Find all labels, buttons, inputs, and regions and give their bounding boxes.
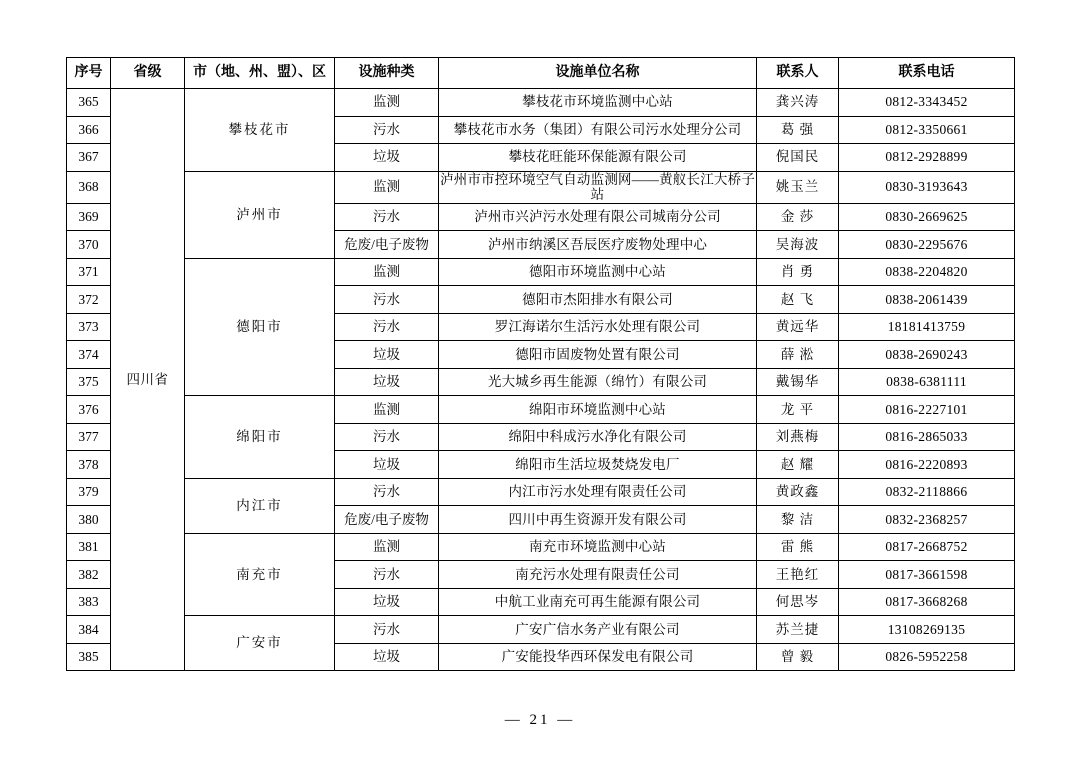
- column-header-seq: 序号: [67, 58, 111, 89]
- table-body: [67, 89, 1015, 671]
- table-row: [67, 616, 1015, 644]
- cell-contact: 刘燕梅: [757, 423, 839, 451]
- table-row: [67, 396, 1015, 424]
- cell-seq: 374: [67, 341, 111, 369]
- cell-city: 绵阳市: [185, 396, 335, 479]
- cell-city: 攀枝花市: [185, 89, 335, 172]
- cell-seq: 370: [67, 231, 111, 259]
- cell-seq: 365: [67, 89, 111, 117]
- cell-facility-type: 污水: [335, 616, 439, 644]
- cell-facility-type: 危废/电子废物: [335, 506, 439, 534]
- cell-seq: 380: [67, 506, 111, 534]
- cell-facility-name: 绵阳市环境监测中心站: [439, 396, 757, 424]
- cell-phone: 0812-3343452: [839, 89, 1015, 117]
- cell-contact: 薛 淞: [757, 341, 839, 369]
- cell-facility-name: 泸州市市控环境空气自动监测网——黄舣长江大桥子站: [439, 171, 756, 203]
- cell-facility-type: 污水: [335, 203, 439, 231]
- cell-seq: 372: [67, 286, 111, 314]
- cell-contact: 金 莎: [757, 203, 839, 231]
- column-header-province: 省级: [111, 58, 185, 89]
- cell-phone: 0816-2220893: [839, 451, 1015, 479]
- cell-facility-name: 四川中再生资源开发有限公司: [439, 506, 757, 534]
- cell-phone: 0838-2061439: [839, 286, 1015, 314]
- cell-facility-type: 垃圾: [335, 451, 439, 479]
- cell-seq: 383: [67, 588, 111, 616]
- column-header-contact: 联系人: [757, 58, 839, 89]
- column-header-city: 市（地、州、盟）、区: [185, 58, 335, 89]
- cell-facility-type: 污水: [335, 313, 439, 341]
- cell-seq: 375: [67, 368, 111, 396]
- cell-facility-name: 罗江海诺尔生活污水处理有限公司: [439, 313, 757, 341]
- cell-city: 德阳市: [185, 258, 335, 396]
- cell-facility-type: 污水: [335, 561, 439, 589]
- cell-seq: 381: [67, 533, 111, 561]
- cell-contact: 王艳红: [757, 561, 839, 589]
- cell-facility-name: 内江市污水处理有限责任公司: [439, 478, 757, 506]
- cell-contact: 黄政鑫: [757, 478, 839, 506]
- cell-phone: 0817-3661598: [839, 561, 1015, 589]
- cell-city: 广安市: [185, 616, 335, 671]
- cell-contact: 戴锡华: [757, 368, 839, 396]
- cell-province: 四川省: [111, 89, 185, 671]
- cell-facility-type: 监测: [335, 396, 439, 424]
- cell-seq: 379: [67, 478, 111, 506]
- cell-phone: 0817-3668268: [839, 588, 1015, 616]
- cell-facility-type: 污水: [335, 286, 439, 314]
- cell-contact: 龙 平: [757, 396, 839, 424]
- cell-city: 泸州市: [185, 171, 335, 258]
- cell-contact: 何思岑: [757, 588, 839, 616]
- column-header-facility-name: 设施单位名称: [439, 58, 757, 89]
- cell-contact: 黎 洁: [757, 506, 839, 534]
- cell-seq: 377: [67, 423, 111, 451]
- cell-phone: 13108269135: [839, 616, 1015, 644]
- cell-contact: 倪国民: [757, 144, 839, 172]
- cell-city: 南充市: [185, 533, 335, 616]
- cell-facility-name: 南充污水处理有限责任公司: [439, 561, 757, 589]
- cell-facility-type: 垃圾: [335, 643, 439, 671]
- cell-facility-type: 监测: [335, 171, 439, 203]
- cell-contact: 葛 强: [757, 116, 839, 144]
- cell-facility-name: 广安广信水务产业有限公司: [439, 616, 757, 644]
- cell-facility-type: 垃圾: [335, 368, 439, 396]
- table-header-row: [67, 58, 1015, 89]
- cell-seq: 369: [67, 203, 111, 231]
- cell-seq: 378: [67, 451, 111, 479]
- cell-facility-type: 监测: [335, 89, 439, 117]
- cell-seq: 371: [67, 258, 111, 286]
- cell-contact: 龚兴涛: [757, 89, 839, 117]
- cell-facility-name: 光大城乡再生能源（绵竹）有限公司: [439, 368, 757, 396]
- cell-phone: 0816-2227101: [839, 396, 1015, 424]
- cell-city: 内江市: [185, 478, 335, 533]
- cell-seq: 366: [67, 116, 111, 144]
- cell-seq: 385: [67, 643, 111, 671]
- cell-facility-name: 攀枝花市环境监测中心站: [439, 89, 757, 117]
- cell-phone: 0812-2928899: [839, 144, 1015, 172]
- column-header-phone: 联系电话: [839, 58, 1015, 89]
- cell-facility-name: 德阳市环境监测中心站: [439, 258, 757, 286]
- table-row: [67, 258, 1015, 286]
- facility-table: [66, 57, 1015, 671]
- cell-facility-type: 垃圾: [335, 588, 439, 616]
- cell-facility-type: 危废/电子废物: [335, 231, 439, 259]
- cell-contact: 曾 毅: [757, 643, 839, 671]
- cell-phone: 0838-6381111: [839, 368, 1015, 396]
- table-row: [67, 89, 1015, 117]
- cell-facility-type: 垃圾: [335, 341, 439, 369]
- page-number: — 21 —: [504, 712, 576, 728]
- cell-contact: 赵 耀: [757, 451, 839, 479]
- cell-seq: 368: [67, 171, 111, 203]
- table-row: [67, 533, 1015, 561]
- cell-seq: 373: [67, 313, 111, 341]
- table-row: [67, 171, 1015, 203]
- cell-facility-name: 攀枝花市水务（集团）有限公司污水处理分公司: [439, 116, 757, 144]
- cell-contact: 黄远华: [757, 313, 839, 341]
- cell-facility-type: 污水: [335, 478, 439, 506]
- cell-phone: 0832-2368257: [839, 506, 1015, 534]
- cell-contact: 姚玉兰: [757, 171, 839, 203]
- cell-facility-type: 监测: [335, 533, 439, 561]
- cell-seq: 367: [67, 144, 111, 172]
- cell-facility-name: 德阳市固废物处置有限公司: [439, 341, 757, 369]
- cell-phone: 0832-2118866: [839, 478, 1015, 506]
- cell-contact: 赵 飞: [757, 286, 839, 314]
- cell-phone: 0816-2865033: [839, 423, 1015, 451]
- cell-seq: 376: [67, 396, 111, 424]
- cell-facility-type: 污水: [335, 116, 439, 144]
- cell-contact: 肖 勇: [757, 258, 839, 286]
- cell-facility-name: 泸州市兴泸污水处理有限公司城南分公司: [439, 203, 757, 231]
- cell-seq: 384: [67, 616, 111, 644]
- cell-phone: 0830-2669625: [839, 203, 1015, 231]
- column-header-facility-type: 设施种类: [335, 58, 439, 89]
- cell-facility-type: 垃圾: [335, 144, 439, 172]
- cell-phone: 0812-3350661: [839, 116, 1015, 144]
- cell-phone: 0838-2690243: [839, 341, 1015, 369]
- cell-phone: 0830-3193643: [839, 171, 1015, 203]
- cell-contact: 吴海波: [757, 231, 839, 259]
- cell-contact: 苏兰捷: [757, 616, 839, 644]
- cell-phone: 18181413759: [839, 313, 1015, 341]
- cell-facility-name: 南充市环境监测中心站: [439, 533, 757, 561]
- cell-phone: 0826-5952258: [839, 643, 1015, 671]
- cell-facility-name: 绵阳市生活垃圾焚烧发电厂: [439, 451, 757, 479]
- table-header: [67, 58, 1015, 89]
- cell-facility-name: 绵阳中科成污水净化有限公司: [439, 423, 757, 451]
- cell-facility-name: 广安能投华西环保发电有限公司: [439, 643, 757, 671]
- cell-facility-type: 监测: [335, 258, 439, 286]
- cell-facility-type: 污水: [335, 423, 439, 451]
- cell-contact: 雷 熊: [757, 533, 839, 561]
- cell-facility-name: 中航工业南充可再生能源有限公司: [439, 588, 757, 616]
- cell-phone: 0830-2295676: [839, 231, 1015, 259]
- cell-phone: 0838-2204820: [839, 258, 1015, 286]
- cell-facility-name: 攀枝花旺能环保能源有限公司: [439, 144, 757, 172]
- table-row: [67, 478, 1015, 506]
- cell-facility-name: 德阳市杰阳排水有限公司: [439, 286, 757, 314]
- cell-facility-name: 泸州市纳溪区吾辰医疗废物处理中心: [439, 231, 757, 259]
- cell-seq: 382: [67, 561, 111, 589]
- cell-phone: 0817-2668752: [839, 533, 1015, 561]
